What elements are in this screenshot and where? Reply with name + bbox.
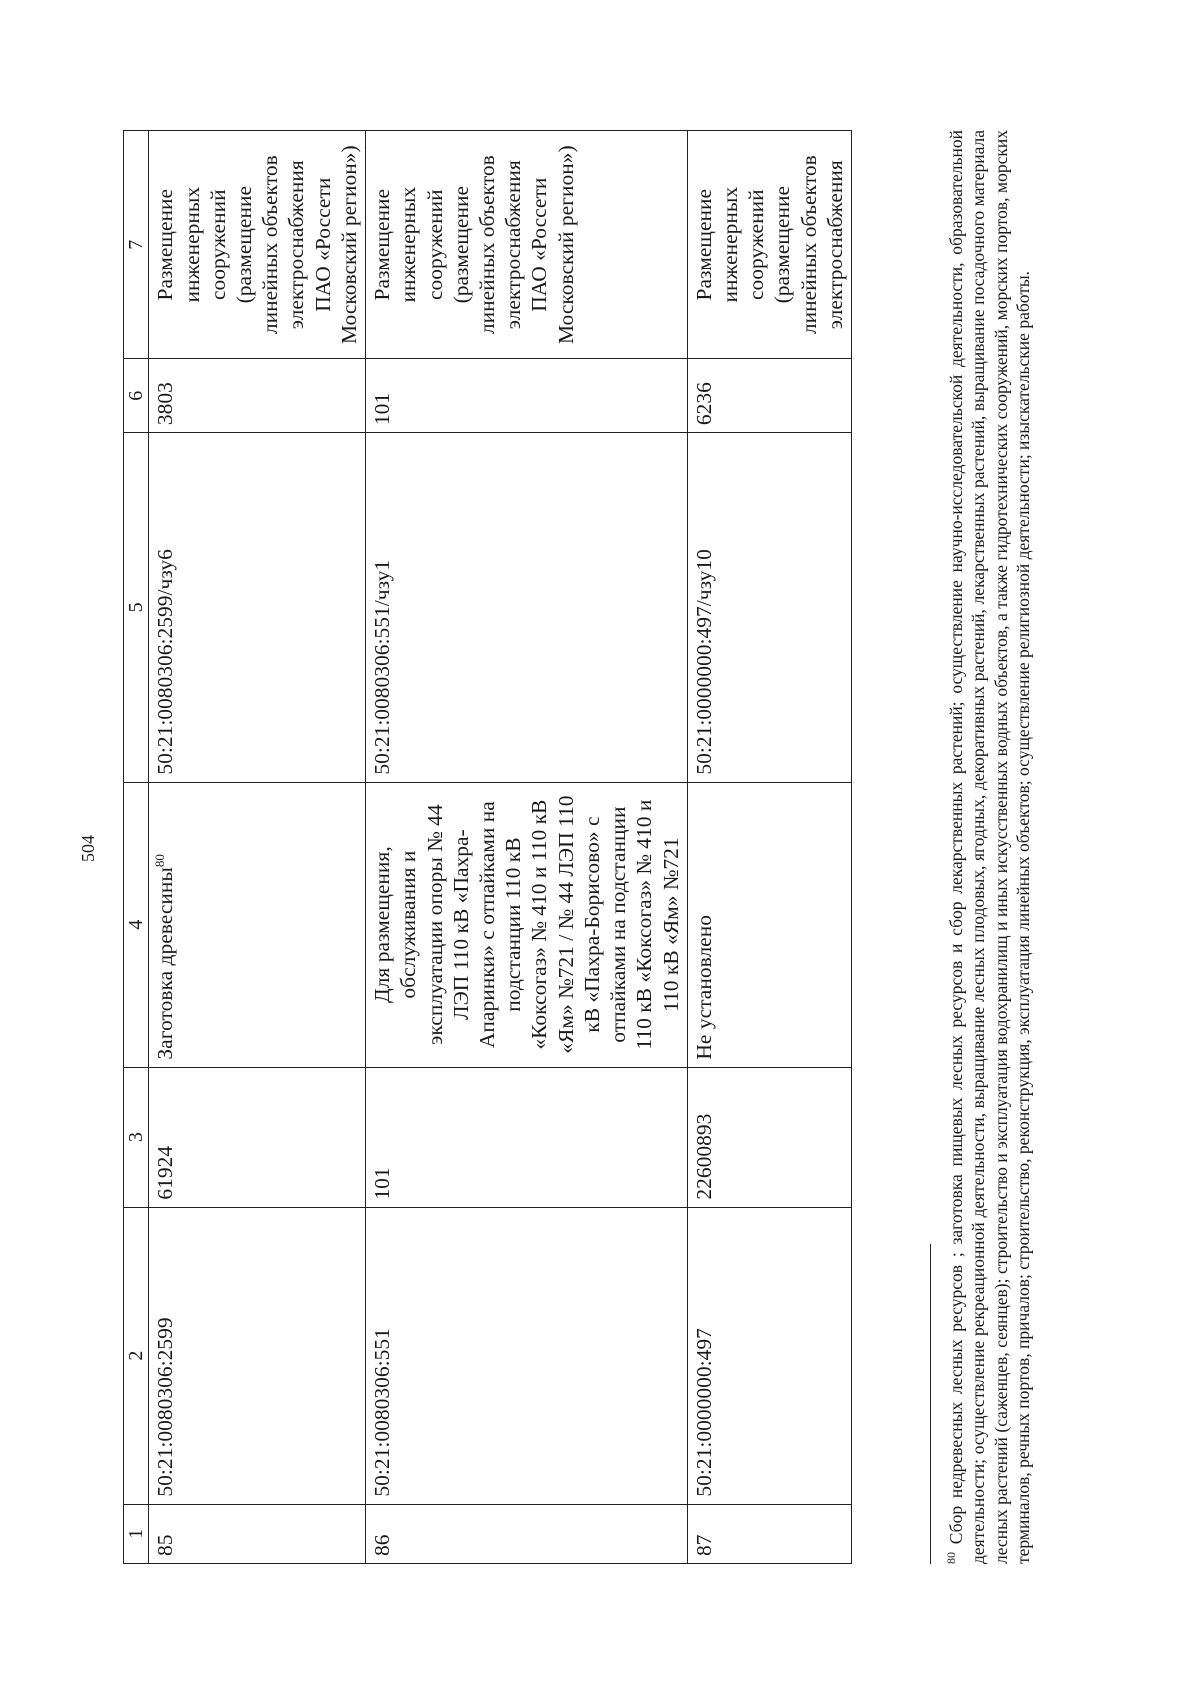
table-row	[149, 131, 366, 1564]
table-header-row	[124, 131, 149, 1564]
zone-area: 3803	[149, 359, 366, 433]
row-number: 87	[687, 1504, 851, 1563]
row-number: 86	[366, 1504, 688, 1563]
data-table	[123, 130, 852, 1564]
footnote-text: Сбор недревесных лесных ресурсов ; заготовка пищевых лесных ресурсов и сбор лекарственных растений; осуществление научно-исследовательской деятельности, образовательной деятельности; осуществление рекреационной деятельности, выращивание лесных плодовых, ягодных, декоративных растений, лекарственных растений, выращивание посадочного материала лесных растений (саженцев, сеянцев); строительство и эксплуатация водохранилищ и иных искусственных водных объектов, а также гидротехнических сооружений, морских портов, морских терминалов, речных портов, причалов; строительство, реконструкция, эксплуатация линейных объектов; осуществление религиозной деятельности; изыскательские работы.	[945, 130, 1033, 1564]
column-header: 3	[124, 1067, 149, 1207]
footnote	[944, 130, 1034, 1564]
zone-area: 6236	[687, 359, 851, 433]
footnote-reference: 80	[152, 854, 168, 868]
footnote-divider	[930, 1244, 931, 1564]
column-header: 5	[124, 433, 149, 783]
permitted-use: Не установлено	[687, 782, 851, 1067]
cadastral-number: 50:21:0080306:551	[366, 1207, 688, 1504]
permitted-use: Для размещения, обслуживания и эксплуатации опоры № 44 ЛЭП 110 кВ «Пахра-Апаринки» с отпайками на подстанции 110 кВ «Коксогаз» № 410 и 110 кВ «Ям» №721 / № 44 ЛЭП 110 кВ «Пахра-Борисово» с отпайками на подстанции 110 кВ «Коксогаз» № 410 и 110 кВ «Ям» №721	[366, 782, 688, 1067]
cadastral-number: 50:21:0080306:2599	[149, 1207, 366, 1504]
area-value: 61924	[149, 1067, 366, 1207]
column-header: 2	[124, 1207, 149, 1504]
area-value: 101	[366, 1067, 688, 1207]
table-row	[366, 131, 688, 1564]
column-header: 1	[124, 1504, 149, 1563]
column-header: 7	[124, 131, 149, 359]
zone-number: 50:21:0080306:2599/чзу6	[149, 433, 366, 783]
row-number: 85	[149, 1504, 366, 1563]
area-value: 22600893	[687, 1067, 851, 1207]
purpose: Размещение инженерных сооружений (размещение линейных объектов электроснабжения ПАО «Россети Московский регион»)	[366, 131, 688, 359]
page-number: 504	[78, 835, 98, 862]
purpose: Размещение инженерных сооружений (размещение линейных объектов электроснабжения	[687, 131, 851, 359]
footnote-mark: 80	[944, 1552, 958, 1564]
zone-area: 101	[366, 359, 688, 433]
table-row	[687, 131, 851, 1564]
zone-number: 50:21:0080306:551/чзу1	[366, 433, 688, 783]
purpose: Размещение инженерных сооружений (размещение линейных объектов электроснабжения ПАО «Россети Московский регион»)	[149, 131, 366, 359]
column-header: 4	[124, 782, 149, 1067]
column-header: 6	[124, 359, 149, 433]
permitted-use: Заготовка древесины$^{80}$	[149, 782, 366, 1067]
cadastral-number: 50:21:0000000:497	[687, 1207, 851, 1504]
zone-number: 50:21:0000000:497/чзу10	[687, 433, 851, 783]
